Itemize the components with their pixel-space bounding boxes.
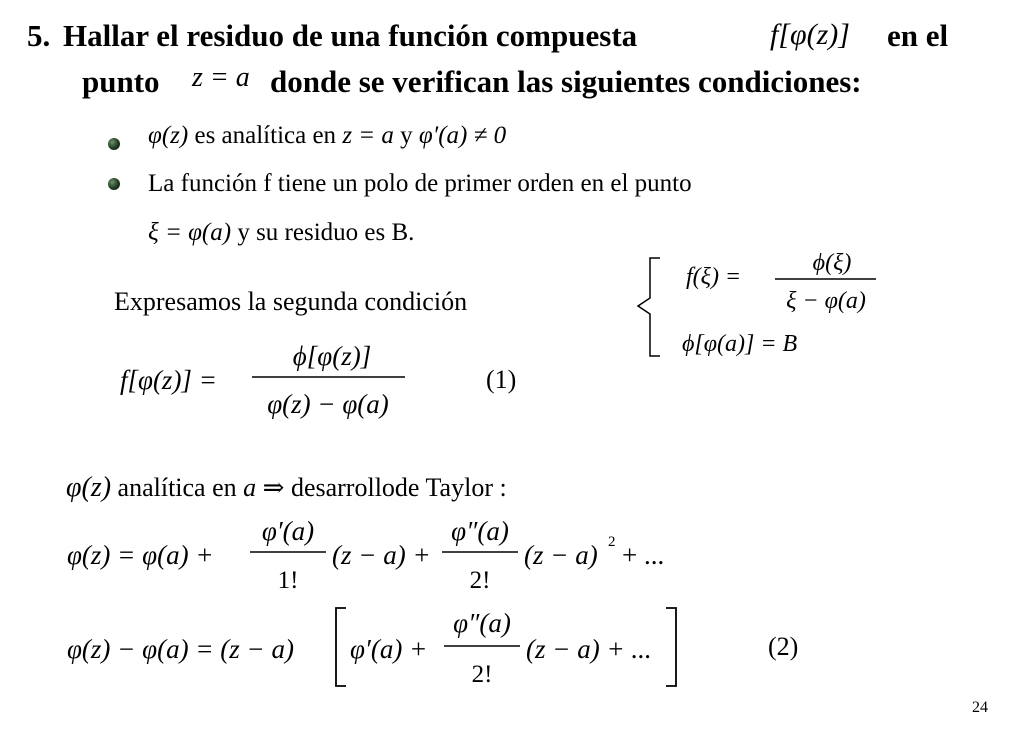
equation-2-lhs: φ(z) − φ(a) = (z − a)	[67, 634, 294, 664]
heading-line1-end: en el	[887, 18, 949, 53]
implies-arrow-icon: ⇒	[262, 473, 285, 502]
equation-2-label: (2)	[768, 632, 799, 661]
taylor-expansion-lhs: φ(z) = φ(a) +	[67, 540, 214, 570]
taylor-ellipsis: + ...	[622, 540, 665, 570]
equation-1	[115, 335, 425, 430]
equation-2-inner1: φ′(a) +	[350, 634, 428, 664]
taylor-exponent: 2	[608, 534, 616, 550]
brace-eq1-lhs: f(ξ) =	[686, 264, 742, 290]
brace-eq1-denominator: ξ − φ(a)	[786, 288, 866, 314]
taylor-a: a	[243, 473, 257, 502]
heading-line2-start: punto	[82, 64, 160, 99]
condition-2-line2	[148, 219, 414, 247]
heading-line2-end: donde se verifican las siguientes condiciones:	[270, 64, 862, 99]
taylor-frac2-denominator: 2!	[469, 567, 491, 594]
taylor-frac1-numerator: φ′(a)	[261, 516, 315, 546]
condition-1-phi-prime-nonzero: φ′(a) ≠ 0	[418, 122, 507, 149]
equation-1-numerator: ϕ[φ(z)]	[292, 341, 372, 371]
brace-eq2: ϕ[φ(a)] = B	[682, 331, 798, 357]
taylor-tail-term: (z − a)	[524, 540, 598, 570]
condition-1-z-equals-a: z = a	[342, 122, 394, 149]
equation-1-label: (1)	[486, 365, 517, 394]
equation-2	[62, 602, 692, 692]
condition-1	[148, 122, 506, 150]
taylor-frac1-denominator: 1!	[277, 567, 299, 594]
taylor-phi-z: φ(z)	[66, 472, 112, 503]
bullet-icon	[108, 178, 120, 190]
condition-2-residue-text: y su residuo es B.	[237, 219, 415, 246]
condition-2-xi-equals-phi-a: ξ = φ(a)	[148, 219, 232, 246]
taylor-frac2-numerator: φ″(a)	[451, 516, 509, 546]
bullet-icon	[108, 138, 120, 150]
heading-formula-z-equals-a: z = a	[192, 62, 250, 93]
expresamos-text: Expresamos la segunda condición	[114, 287, 468, 316]
heading-formula-f-phi-z: f[φ(z)]	[770, 18, 850, 51]
heading-number: 5.	[27, 18, 51, 53]
equation-1-lhs: f[φ(z)] =	[120, 365, 217, 395]
taylor-analytic-text: analítica en	[117, 473, 237, 502]
condition-1-phi-z: φ(z)	[148, 122, 189, 149]
left-brace-icon	[638, 258, 660, 356]
taylor-middle-term: (z − a) +	[332, 540, 431, 570]
heading-line1: Hallar el residuo de una función compuesta	[63, 18, 638, 53]
brace-system	[620, 238, 890, 368]
taylor-expansion	[62, 512, 692, 600]
equation-2-frac-denominator: 2!	[471, 661, 493, 688]
equation-1-denominator: φ(z) − φ(a)	[267, 389, 389, 419]
left-bracket-icon	[336, 608, 346, 686]
taylor-line	[66, 472, 507, 504]
condition-1-text-analytic: es analítica en	[194, 122, 337, 149]
condition-1-text-y: y	[400, 122, 413, 149]
taylor-desarrollo-text: desarrollode Taylor :	[290, 473, 507, 502]
condition-2-line1: La función f tiene un polo de primer orden en el punto	[148, 170, 692, 197]
equation-2-frac-numerator: φ″(a)	[453, 608, 511, 638]
equation-2-inner2: (z − a) + ...	[526, 634, 652, 664]
page-number: 24	[972, 699, 988, 716]
brace-eq1-numerator: ϕ(ξ)	[812, 250, 852, 276]
right-bracket-icon	[666, 608, 676, 686]
